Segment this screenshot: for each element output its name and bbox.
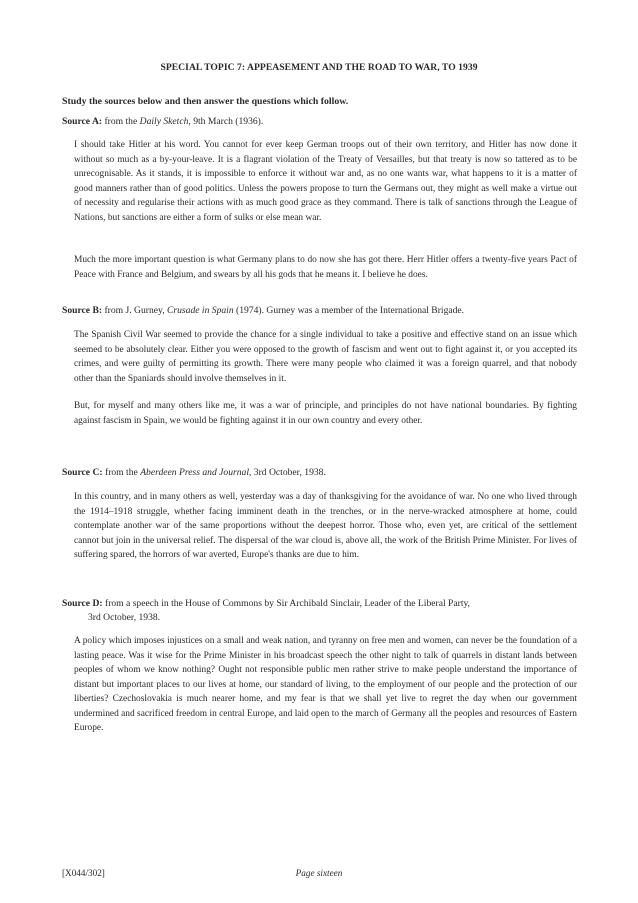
footer-code: [X044/302] xyxy=(62,868,105,878)
source-a-post: , 9th March (1936). xyxy=(188,116,264,127)
source-a-label: Source A: xyxy=(62,116,103,127)
source-a-pre: from the xyxy=(104,116,138,127)
source-d-line1: from a speech in the House of Commons by Sir Archibald Sinclair, Leader of the Liberal Party, xyxy=(105,598,471,609)
source-d-line2: 3rd October, 1938. xyxy=(88,612,161,624)
source-c-heading xyxy=(62,466,582,480)
source-b-paragraph-2: But, for myself and many others like me, it was a war of principle, and principles do not have national boundaries. By fighting against fascism in Spain, we would be fighting against it in our own country and every other. xyxy=(74,401,577,426)
source-b-label: Source B: xyxy=(62,305,103,316)
instructions: Study the sources below and then answer the questions which follow. xyxy=(62,96,349,107)
source-b-pre: from J. Gurney, xyxy=(104,305,165,316)
source-d-paragraph-1: A policy which imposes injustices on a small and weak nation, and tyranny on free men and women, can never be the foundation of a lasting peace. Was it wise for the Prime Minister in his broadcast speech the other night to talk of quarrels in distant lands between peoples of whom we know nothing? Ought not responsible public men rather strive to make people understand the importance of distant but important places to our lives at home, our standard of living, to the employment of our people and the protection of our liberties? Czechoslovakia is much nearer home, and my fear is that we shall yet live to regret the day when our government undermined and sacrificed freedom in central Europe, and laid open to the march of Germany all the peoples and resources of Eastern Europe. xyxy=(74,636,577,733)
source-b-paragraph-1: The Spanish Civil War seemed to provide the chance for a single individual to take a positive and effective stand on an issue which seemed to be absolutely clear. Either you were opposed to the growth of fascism and went out to fight against it, or you accepted its crimes, and were guilty of permitting its growth. There were many people who claimed it was a foreign quarrel, and that nobody other than the Spaniards should involve themselves in it. xyxy=(74,330,577,384)
source-b-publication: Crusade in Spain xyxy=(167,305,234,316)
source-c-publication: Aberdeen Press and Journal xyxy=(140,467,249,478)
source-c-pre: from the xyxy=(105,467,138,478)
source-d-label: Source D: xyxy=(62,598,103,609)
source-a-heading xyxy=(62,115,582,129)
source-a-publication: Daily Sketch xyxy=(139,116,189,127)
page-title: SPECIAL TOPIC 7: APPEASEMENT AND THE ROAD TO WAR, TO 1939 xyxy=(160,62,478,73)
source-a-paragraph-2: Much the more important question is what Germany plans to do now she has got there. Herr Hitler offers a twenty-five years Pact of Peace with France and Belgium, and swears by all his gods that he means it. I believe he does. xyxy=(74,255,577,280)
source-c-paragraph-1: In this country, and in many others as well, yesterday was a day of thanksgiving for the avoidance of war. No one who lived through the 1914–1918 struggle, whether facing imminent death in the trenches, or in the nerve-wracked atmosphere at home, could contemplate another war of the same proportions without the deepest horror. Those who, even yet, are critical of the settlement cannot but join in the universal relief. The dispersal of the war cloud is, above all, the work of the British Prime Minister. For lives of suffering spared, the horrors of war averted, Europe's thanks are due to him. xyxy=(74,492,577,560)
source-d-heading xyxy=(62,597,582,626)
footer-page-number: Page sixteen xyxy=(295,868,343,878)
source-b-post: (1974). Gurney was a member of the International Brigade. xyxy=(233,305,465,316)
source-b-heading xyxy=(62,304,582,318)
source-c-post: , 3rd October, 1938. xyxy=(248,467,326,478)
source-a-paragraph-1: I should take Hitler at his word. You cannot for ever keep German troops out of their own territory, and Hitler has now done it without so much as a by-your-leave. It is a flagrant violation of the Treaty of Versailles, but that treaty is now so tattered as to be unrecognisable. As it stands, it is impossible to enforce it without war and, as no one wants war, what happens to it is a matter of good manners rather than of good politics. Unless the powers propose to turn the Germans out, they might as well make a virtue out of necessity and regularise their actions with as much good grace as they command. There is talk of sanctions through the League of Nations, but sanctions are either a form of sulks or else mean war. xyxy=(74,140,577,223)
source-c-label: Source C: xyxy=(62,467,103,478)
